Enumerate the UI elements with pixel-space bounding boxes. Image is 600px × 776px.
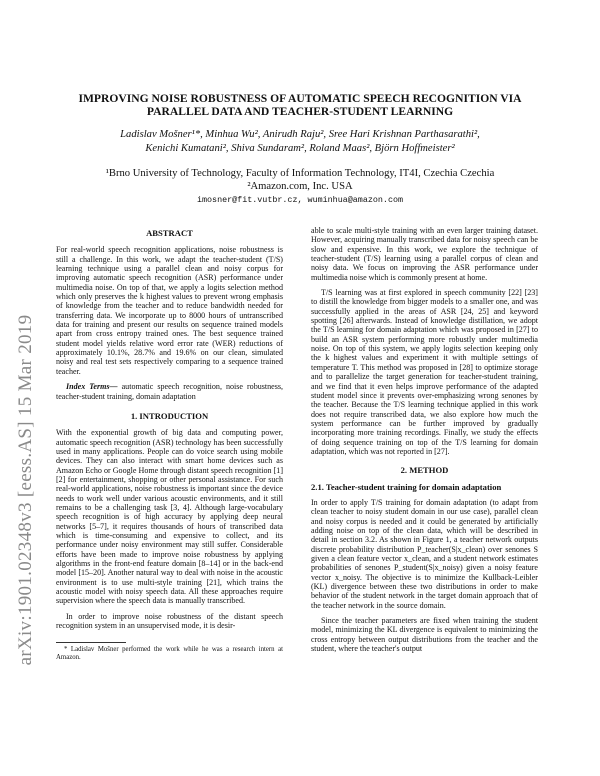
authors-line-1: Ladislav Mošner¹*, Minhua Wu², Anirudh Raju², Sree Hari Krishnan Parthasarathi², [120,129,480,140]
abstract-heading: ABSTRACT [146,228,193,238]
abstract-text: For real-world speech recognition applications, noise robustness is still a challenge. In this work, we adapt the teacher-student (T/S) learning technique using a parallel clean and noisy corpus for improving automatic speech recognition (ASR) performance under multimedia noise. On top of that, we apply a logits selection method which only preserves the k highest values to prevent wrong emphasis of knowledge from the teacher and to reduce bandwidth needed for transferring data. We incorporate up to 8000 hours of untranscribed data for training and present our results on sequence trained models apart from cross entropy trained ones. The best sequence trained student model yields relative word error rate (WER) reductions of approximately 10.1%, 28.7% and 19.6% on our clean, simulated noisy and real test sets respectively comparing to a sequence trained teacher. [56,245,283,376]
method-paragraph-1: In order to apply T/S training for domain adaptation (to adapt from clean teacher to noisy student domain in our use case), parallel clean and noisy corpus is needed and it could be generated by artificially adding noise on top of the clean data, which will be described in detail in section 3.2. As shown in Figure 1, a teacher network outputs discrete probability distribution P_teacher(S|x_clean) over senones S given a clean feature vector x_clean, and a student network estimates probabilities of senones P_student(S|x_noisy) given a noisy feature vector x_noisy. The objective is to minimize the Kullback-Leibler (KL) divergence between these two distributions in order to make behavior of the student network in the target domain approach that of the teacher network in the source domain. [311,497,538,610]
paper-title [60,92,540,118]
right-paragraph-1: able to scale multi-style training with an even larger training dataset. However, acquiring manually transcribed data for noisy speech can be slow and expensive. In this work, we explore the technique of teacher-student (T/S) learning using a parallel corpus of clean and noisy data. We focus on improving the ASR performance under multimedia noise which is commonly present at home. [311,226,538,282]
index-terms-label: Index Terms— [66,382,118,392]
intro-paragraph-1: With the exponential growth of big data and computing power, automatic speech recognition (ASR) technology has been successfully used in many applications. People can do voice search using mobile devices. They can also interact with smart home devices such as Amazon Echo or Google Home through distant speech recognition [1] [2] for entertainment, shopping or other personal assistance. For such real-world applications, noise robustness is important since the device needs to work well under various acoustic environments, and it still remains to be a challenging task [3, 4]. Although large-vocabulary speech recognition is of high accuracy by applying deep neural networks [5–7], it requires thousands of hours of transcribed data which is time-consuming and expensive to collect, and its performance under noisy environment may still suffer. Considerable efforts have been made to improve noise robustness by applying algorithms in the front-end feature domain [8–14] or in the back-end model [15–20]. Another natural way to deal with noise in the acoustic environment is to use multi-style training [21], which trains the acoustic model with noisy speech data. All these approaches require supervision where the speech data is manually transcribed. [56,428,283,606]
author-emails: imosner@fit.vutbr.cz, wuminhua@amazon.com [196,195,404,205]
title-line-2: PARALLEL DATA AND TEACHER-STUDENT LEARNING [146,105,454,118]
affiliation-2: ²Amazon.com, Inc. USA [247,181,353,192]
footnote-rule [56,642,126,643]
intro-paragraph-2: In order to improve noise robustness of the distant speech recognition system in an unsupervised mode, it is desir- [56,611,283,631]
left-column [56,226,283,662]
method-paragraph-2: Since the teacher parameters are fixed when training the student model, minimizing the KL divergence is equivalent to minimizing the cross entropy between output distributions from the teacher and the student, where the teacher's output [311,616,538,654]
author-list [60,128,540,155]
title-line-1: IMPROVING NOISE ROBUSTNESS OF AUTOMATIC SPEECH RECOGNITION VIA [78,92,522,105]
method-heading: 2. METHOD [400,465,449,476]
affiliation-1: ¹Brno University of Technology, Faculty of Information Technology, IT4I, Czechia Czechia [105,168,495,179]
index-terms [56,382,283,401]
right-paragraph-2: T/S learning was at first explored in speech community [22] [23] to distill the knowledge from bigger models to a smaller one, and was successfully applied in the areas of ASR [24, 25] and keyword spotting [26] afterwards. Instead of knowledge distillation, we adopt the T/S learning for domain adaptation which was proposed in [27] to build an ASR system performing more robustly under multimedia noise. On top of this system, we apply logits selection keeping only the k highest values and experiment it with multiple settings of temperature T. This method was proposed in [28] to optimize storage and to parallelize the target generation for teacher-student training, and we find that it even helps improve performance of the adapted student model since it prevents over-emphasizing wrong senones by the teacher. Because the T/S learning technique applied in this work does not require transcribed data, we also explore how much the system performance can be further improved by gradually incorporating more training recordings. Finally, we study the effects of doing sequence training on top of the T/S learning for domain adaptation, which was not reported in [27]. [311,288,538,456]
subsection-heading: 2.1. Teacher-student training for domain adaptation [311,481,502,492]
authors-line-2: Kenichi Kumatani², Shiva Sundaram², Roland Maas², Björn Hoffmeister² [145,142,455,154]
arxiv-id: arXiv:1901.02348v3 [eess.AS] 15 Mar 2019 [15,314,36,666]
footnote: * Ladislav Mošner performed the work while he was a research intern at Amazon. [56,646,283,662]
affiliations [60,167,540,193]
intro-heading: 1. INTRODUCTION [130,410,209,421]
right-column [311,226,538,659]
arxiv-sidebar-stamp [14,260,38,720]
index-terms-text: automatic speech recognition, noise robustness, teacher-student training, domain adaptation [56,382,283,401]
